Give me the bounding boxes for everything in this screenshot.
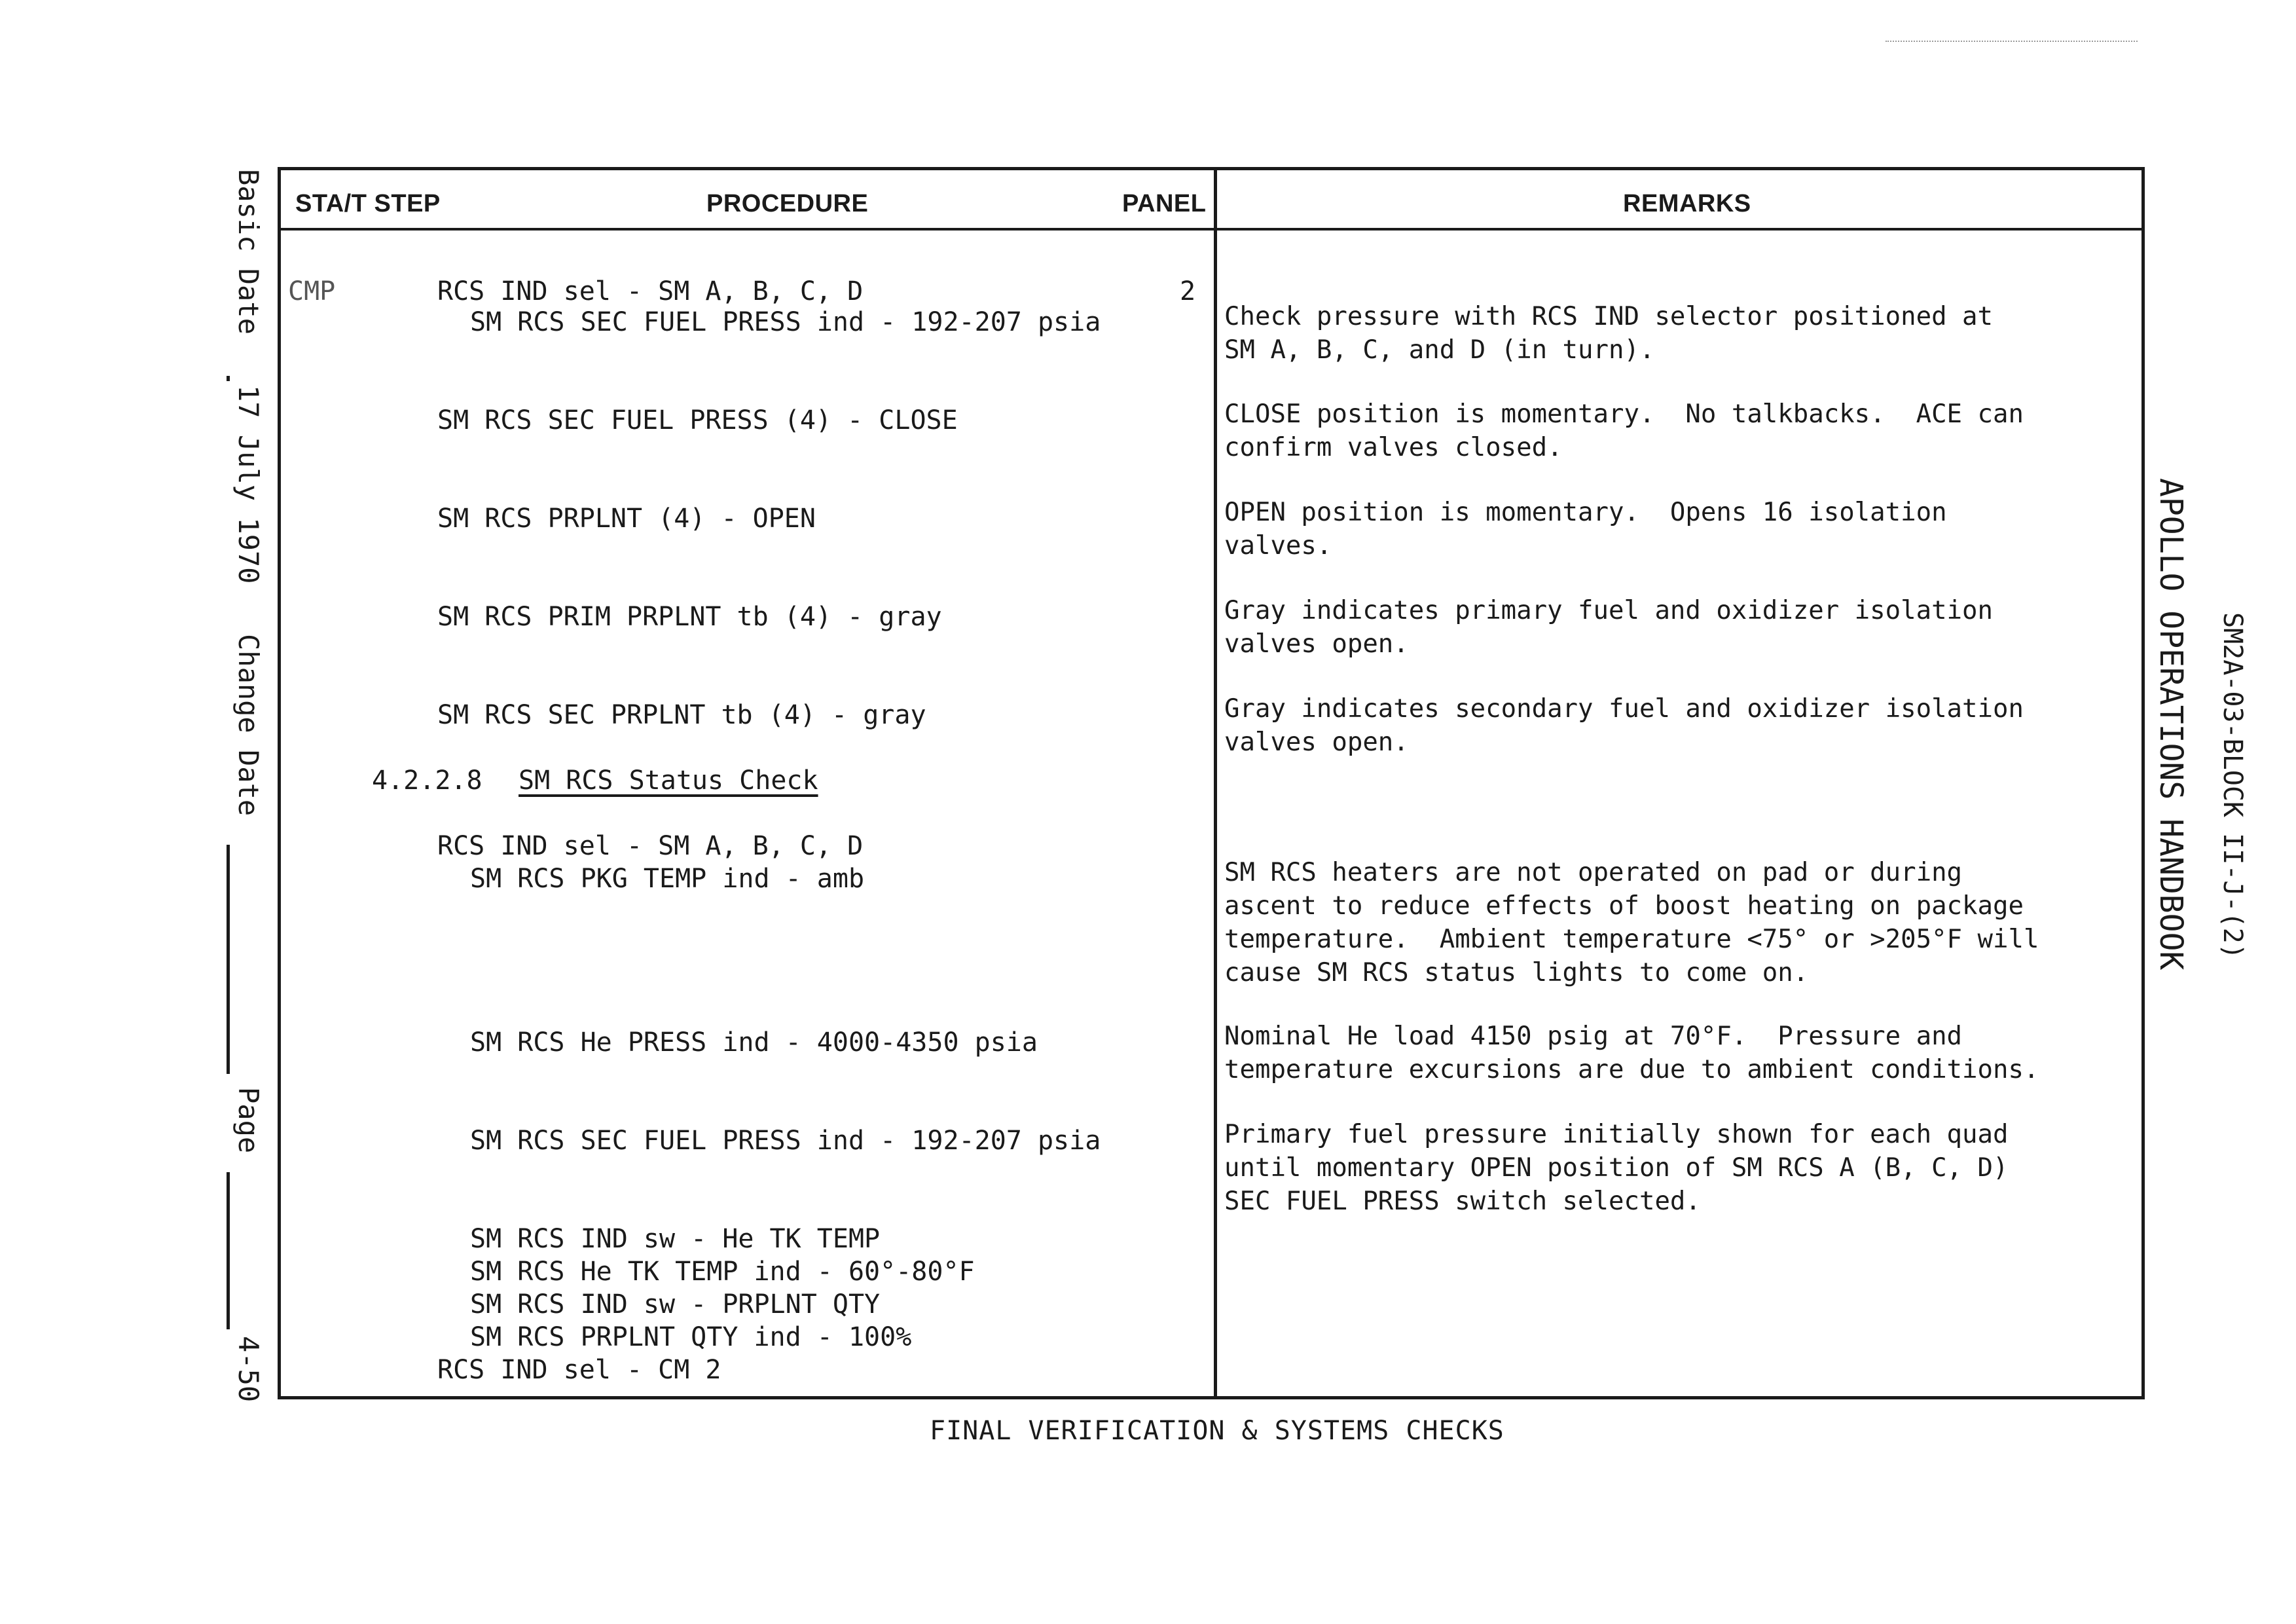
remark-text: SM RCS heaters are not operated on pad or during ascent to reduce effects of boost heating on package temperature. Ambient temperature <75° or >205°F will cause SM RCS status lights to come on.: [1224, 858, 2039, 987]
panel-number: 2: [1180, 276, 1196, 306]
top-scan-mark: [1886, 41, 2138, 46]
basic-date-value: 17 July 1970: [232, 385, 264, 584]
remark-text: CLOSE position is momentary. No talkbacks. ACE can confirm valves closed.: [1224, 399, 2024, 462]
header-rule: [281, 228, 2141, 231]
remark-text: Gray indicates secondary fuel and oxidizer isolation valves open.: [1224, 694, 2024, 757]
remark-text: Primary fuel pressure initially shown for each quad until momentary OPEN position of SM RCS A (B, C, D) SEC FUEL PRESS switch selected.: [1224, 1120, 2009, 1216]
change-date-rule: [227, 845, 230, 1074]
section-heading: SM RCS Status Check: [519, 766, 818, 796]
page-footer-title: FINAL VERIFICATION & SYSTEMS CHECKS: [930, 1416, 1504, 1446]
remark-text: Gray indicates primary fuel and oxidizer isolation valves open.: [1224, 596, 1993, 659]
procedure-line: SM RCS He TK TEMP ind - 60°-80°F: [470, 1257, 975, 1287]
procedure-line: SM RCS SEC FUEL PRESS ind - 192-207 psia: [470, 1126, 1101, 1156]
procedure-line: SM RCS PRPLNT (4) - OPEN: [437, 504, 816, 534]
header-procedure: PROCEDURE: [706, 190, 869, 217]
procedure-line: SM RCS SEC FUEL PRESS (4) - CLOSE: [437, 405, 958, 435]
procedure-line: SM RCS PRIM PRPLNT tb (4) - gray: [437, 602, 942, 632]
document-id: SM2A-03-BLOCK II-J-(2): [2217, 612, 2248, 959]
remark-text: Check pressure with RCS IND selector positioned at SM A, B, C, and D (in turn).: [1224, 302, 1993, 365]
procedure-line: SM RCS SEC FUEL PRESS ind - 192-207 psia: [470, 307, 1101, 337]
procedure-line: SM RCS SEC PRPLNT tb (4) - gray: [437, 700, 926, 730]
left-margin: [0, 0, 275, 1624]
remark-text: Nominal He load 4150 psig at 70°F. Pressure and temperature excursions are due to ambient conditions.: [1224, 1022, 2039, 1084]
procedure-line: SM RCS IND sw - He TK TEMP: [470, 1224, 881, 1254]
header-panel: PANEL: [1122, 190, 1207, 217]
header-remarks: REMARKS: [1623, 190, 1751, 217]
procedure-line: RCS IND sel - SM A, B, C, D: [437, 831, 864, 861]
basic-date-rule: [227, 376, 230, 381]
page-value: 4-50: [232, 1336, 264, 1403]
page-rule: [227, 1172, 230, 1329]
header-sta-step: STA/T STEP: [295, 190, 441, 217]
change-date-label: Change Date: [232, 634, 264, 817]
step-number: 4.2.2.8: [372, 766, 483, 796]
handbook-title: APOLLO OPERATIONS HANDBOOK: [2153, 478, 2189, 970]
procedure-line: SM RCS PKG TEMP ind - amb: [470, 864, 865, 894]
procedure-line: SM RCS He PRESS ind - 4000-4350 psia: [470, 1027, 1038, 1058]
remark-text: OPEN position is momentary. Opens 16 isolation valves.: [1224, 498, 1947, 561]
procedure-line: SM RCS IND sw - PRPLNT QTY: [470, 1289, 881, 1320]
procedure-line: RCS IND sel - SM A, B, C, D: [437, 276, 864, 306]
column-divider: [1214, 170, 1217, 1396]
procedure-line: SM RCS PRPLNT QTY ind - 100%: [470, 1322, 912, 1352]
basic-date-label: Basic Date: [232, 169, 264, 335]
procedure-line: RCS IND sel - CM 2: [437, 1355, 721, 1385]
page-label: Page: [232, 1087, 264, 1154]
station-cmp: CMP: [288, 276, 336, 306]
